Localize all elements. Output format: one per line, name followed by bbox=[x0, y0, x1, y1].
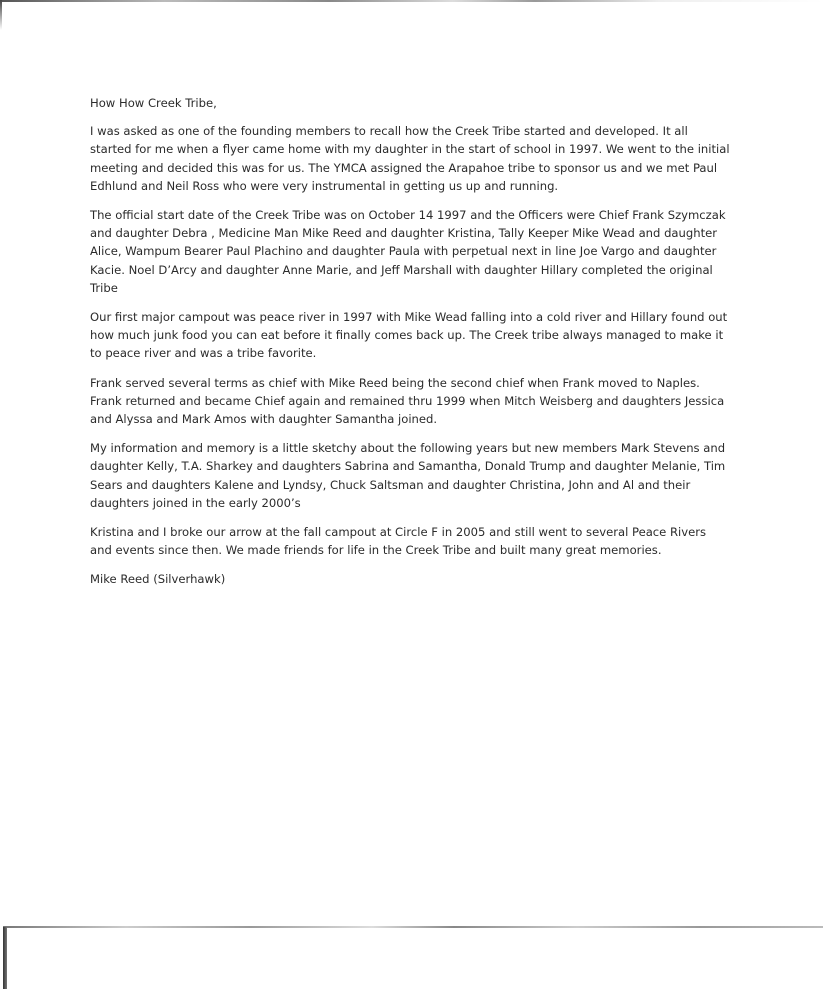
paragraph-new-members: My information and memory is a little sketchy about the following years but new members Mark Stevens and daughter Kelly, T.A. Sharkey and daughters Sabrina and Samantha, Donald Trump and daughter Melanie, Tim Sears and daughters Kalene and Lyndsy, Chuck Saltsman and daughter Christina, John and Al and their daughters joined in the early 2000’s bbox=[90, 441, 726, 510]
paragraph-officers: The official start date of the Creek Tribe was on October 14 1997 and the Officers were Chief Frank Szymczak and daughter Debra , Medicine Man Mike Reed and daughter Kristina, Tally Keeper Mike Wead and daughter Alice, Wampum Bearer Paul Plachino and daughter Paula with perpetual next in line Joe Vargo and daughter Kacie. Noel D’Arcy and daughter Anne Marie, and Jeff Marshall with daughter Hillary completed the original Tribe bbox=[90, 208, 726, 295]
scan-left-edge-top bbox=[0, 0, 2, 30]
letter-body bbox=[90, 94, 730, 600]
paragraph-chiefs: Frank served several terms as chief with Mike Reed being the second chief when Frank moved to Naples. Frank returned and became Chief again and remained thru 1999 when Mitch Weisberg and daughters Jessica and Alyssa and Mark Amos with daughter Samantha joined. bbox=[90, 375, 725, 427]
letter-greeting: How How Creek Tribe, bbox=[90, 96, 217, 110]
letter-signature: Mike Reed (Silverhawk) bbox=[90, 572, 226, 587]
paragraph-first-campout: Our first major campout was peace river in 1997 with Mike Wead falling into a cold river and Hillary found out how much junk food you can eat before it finally comes back up. The Creek tribe always managed to make it to peace river and was a tribe favorite. bbox=[90, 310, 728, 361]
scan-top-edge bbox=[0, 0, 823, 2]
scan-left-edge-bottom bbox=[3, 927, 7, 989]
scan-page-edge-line bbox=[3, 926, 823, 928]
paragraph-founding: I was asked as one of the founding members to recall how the Creek Tribe started and developed. It all started for me when a flyer came home with my daughter in the start of school in 1997. We went to the initial meeting and decided this was for us. The YMCA assigned the Arapahoe tribe to sponsor us and we met Paul Edhlund and Neil Ross who were very instrumental in getting us up and running. bbox=[90, 124, 730, 193]
paragraph-broke-arrow: Kristina and I broke our arrow at the fall campout at Circle F in 2005 and still went to several Peace Rivers and events since then. We made friends for life in the Creek Tribe and built many great memories. bbox=[90, 525, 707, 558]
